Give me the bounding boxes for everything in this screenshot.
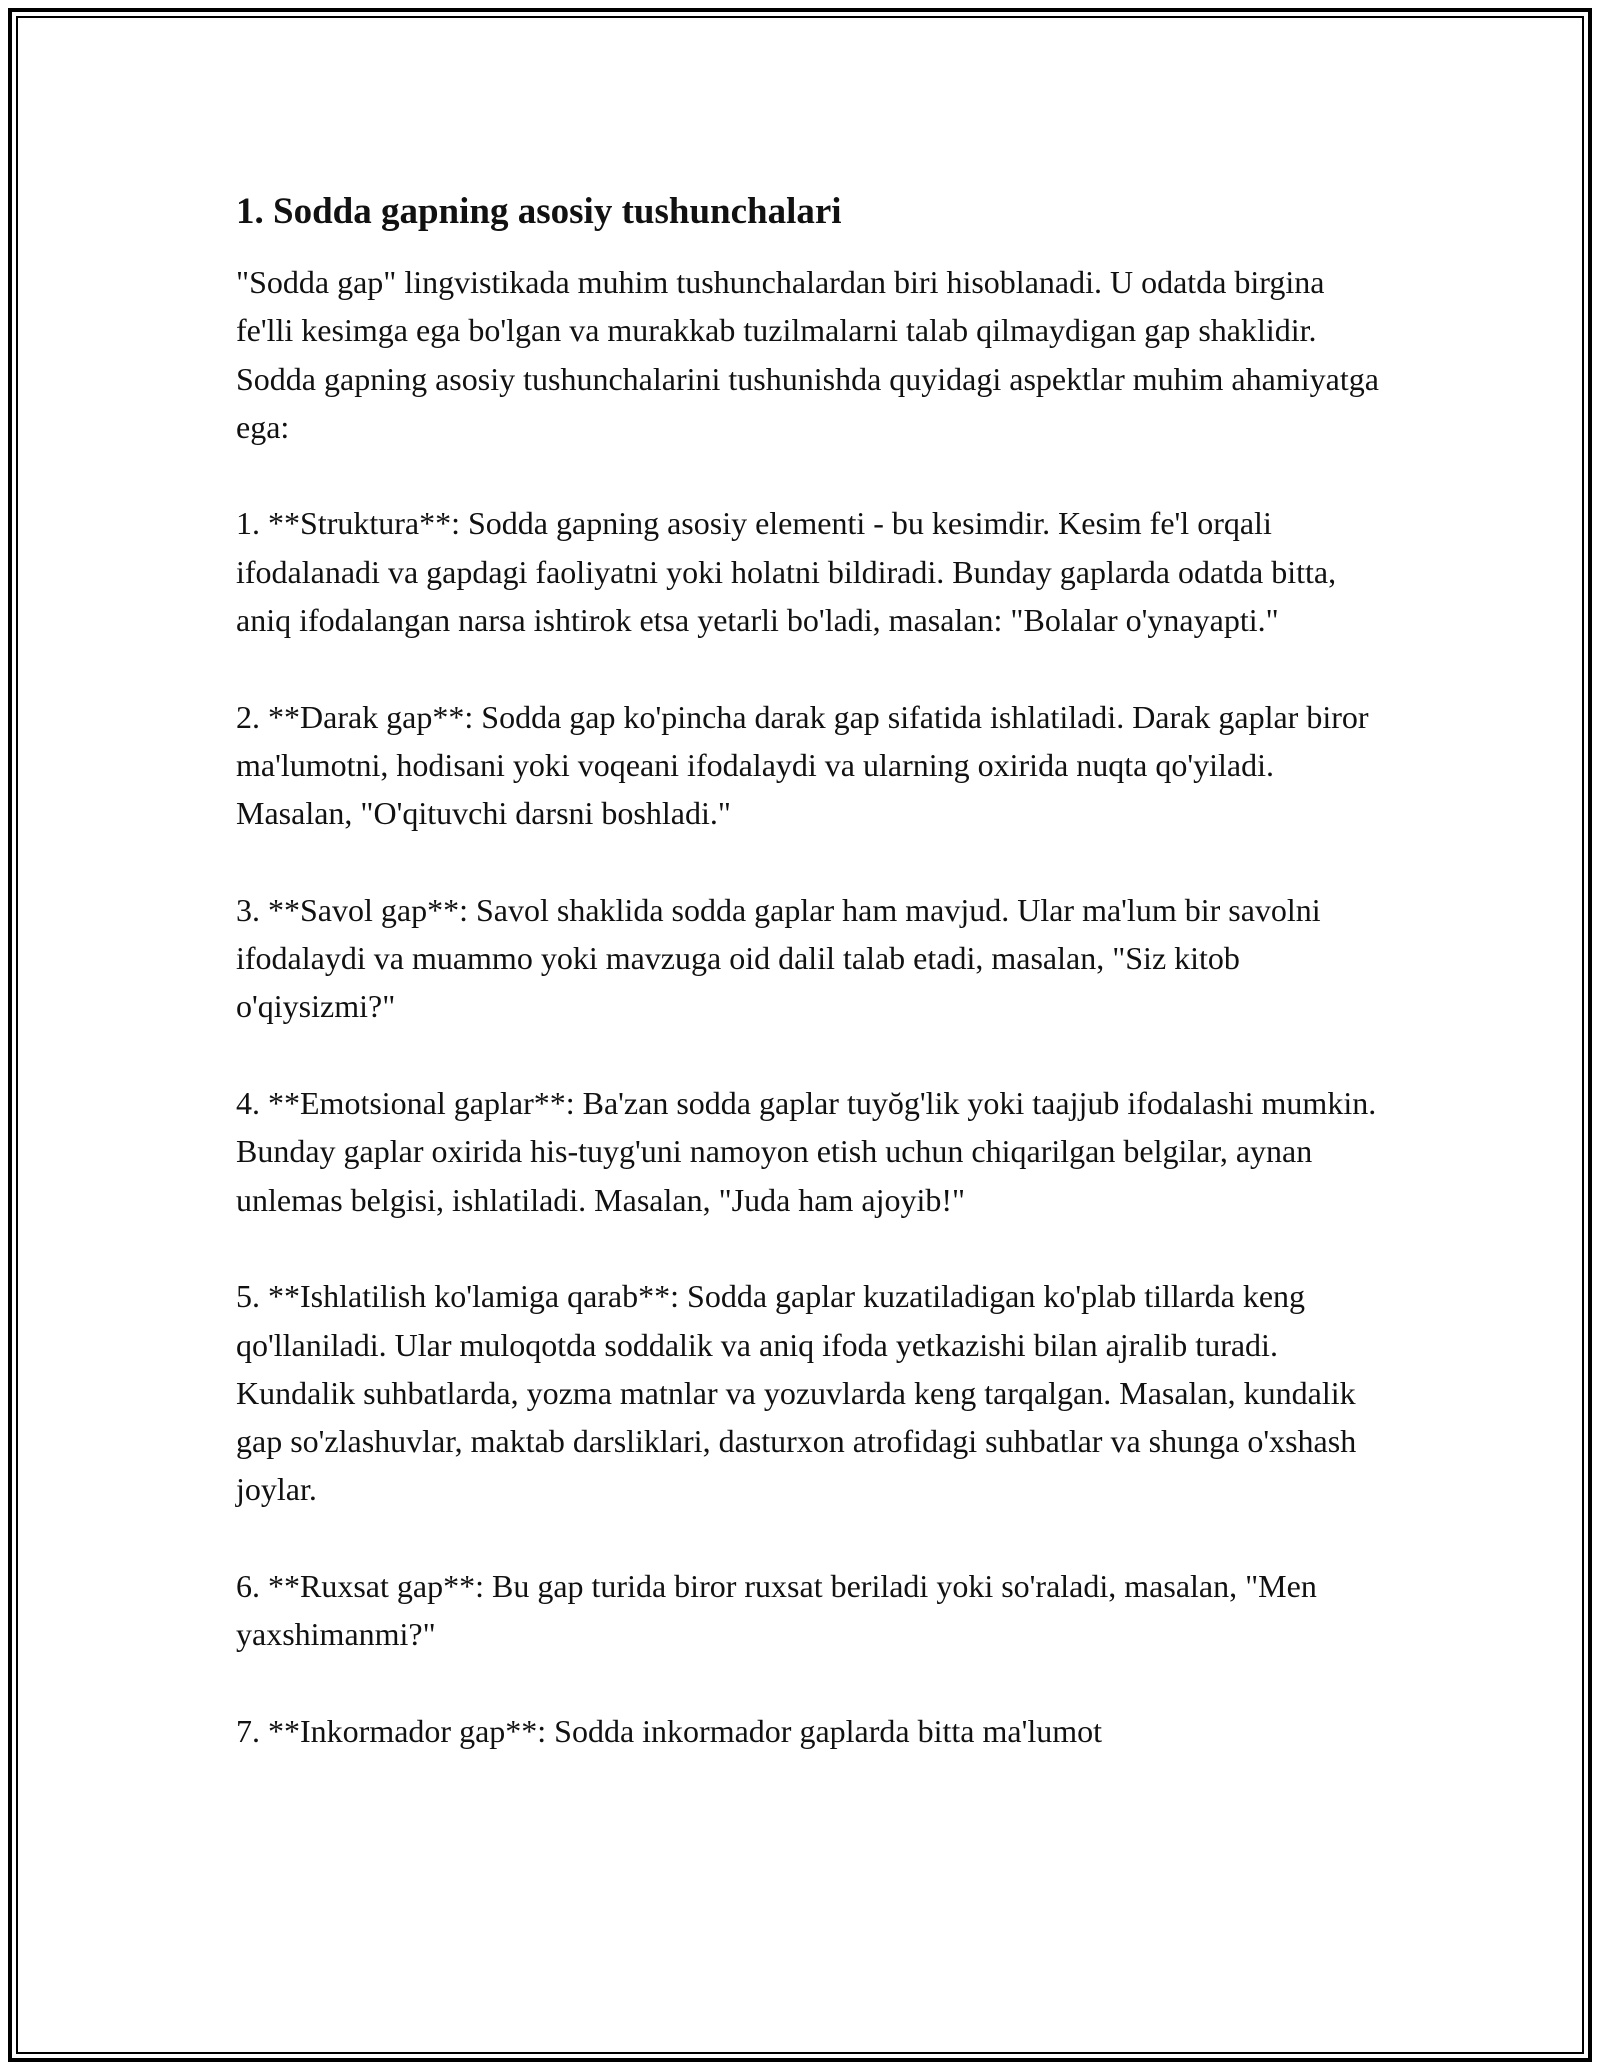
list-item-struktura: 1. **Struktura**: Sodda gapning asosiy elementi - bu kesimdir. Kesim fe'l orqali ifodalanadi va gapdagi faoliyatni yoki holatni bildiradi. Bunday gaplarda odatda bitta, aniq ifodalangan narsa ishtirok etsa yetarli bo'ladi, masalan: "Bolalar o'ynayapti." [236, 505, 1337, 639]
list-item-emotsional-gaplar: 4. **Emotsional gaplar**: Ba'zan sodda gaplar tuyŏg'lik yoki taajjub ifodalashi mumkin. Bunday gaplar oxirida his-tuyg'uni namoyon etish uchun chiqarilgan belgilar, aynan unlemas belgisi, ishlatiladi. Masalan, "Juda ham ajoyib!" [236, 1085, 1377, 1218]
list-item-savol-gap: 3. **Savol gap**: Savol shaklida sodda gaplar ham mavjud. Ular ma'lum bir savolni ifodalaydi va muammo yoki mavzuga oid dalil talab etadi, masalan, "Siz kitob o'qiysizmi?" [236, 891, 1321, 1025]
list-item-ishlatilish: 5. **Ishlatilish ko'lamiga qarab**: Sodda gaplar kuzatiladigan ko'plab tillarda keng qo'llaniladi. Ular muloqotda soddalik va aniq ifoda yetkazishi bilan ajralib turadi. Kundalik suhbatlarda, yozma matnlar va yozuvlarda keng tarqalgan. Masalan, kundalik gap so'zlashuvlar, maktab darsliklari, dasturxon atrofidagi suhbatlar va shunga o'xshash joylar. [236, 1278, 1357, 1508]
intro-paragraph: "Sodda gap" lingvistikada muhim tushunchalardan biri hisoblanadi. U odatda birgina fe'lli kesimga ega bo'lgan va murakkab tuzilmalarni talab qilmaydigan gap shaklidir. Sodda gapning asosiy tushunchalarini tushunishda quyidagi aspektlar muhim ahamiyatga ega: [236, 264, 1379, 445]
list-item-inkormador-gap: 7. **Inkormador gap**: Sodda inkormador gaplarda bitta ma'lumot [236, 1712, 1103, 1749]
list-item-darak-gap: 2. **Darak gap**: Sodda gap ko'pincha darak gap sifatida ishlatiladi. Darak gaplar biror ma'lumotni, hodisani yoki voqeani ifodalaydi va ularning oxirida nuqta qo'yiladi. Masalan, "O'qituvchi darsni boshladi." [236, 698, 1369, 832]
document-body [236, 188, 1386, 1804]
list-item-ruxsat-gap: 6. **Ruxsat gap**: Bu gap turida biror ruxsat beriladi yoki so'raladi, masalan, "Men yaxshimanmi?" [236, 1568, 1317, 1653]
section-heading: 1. Sodda gapning asosiy tushunchalari [236, 191, 842, 232]
